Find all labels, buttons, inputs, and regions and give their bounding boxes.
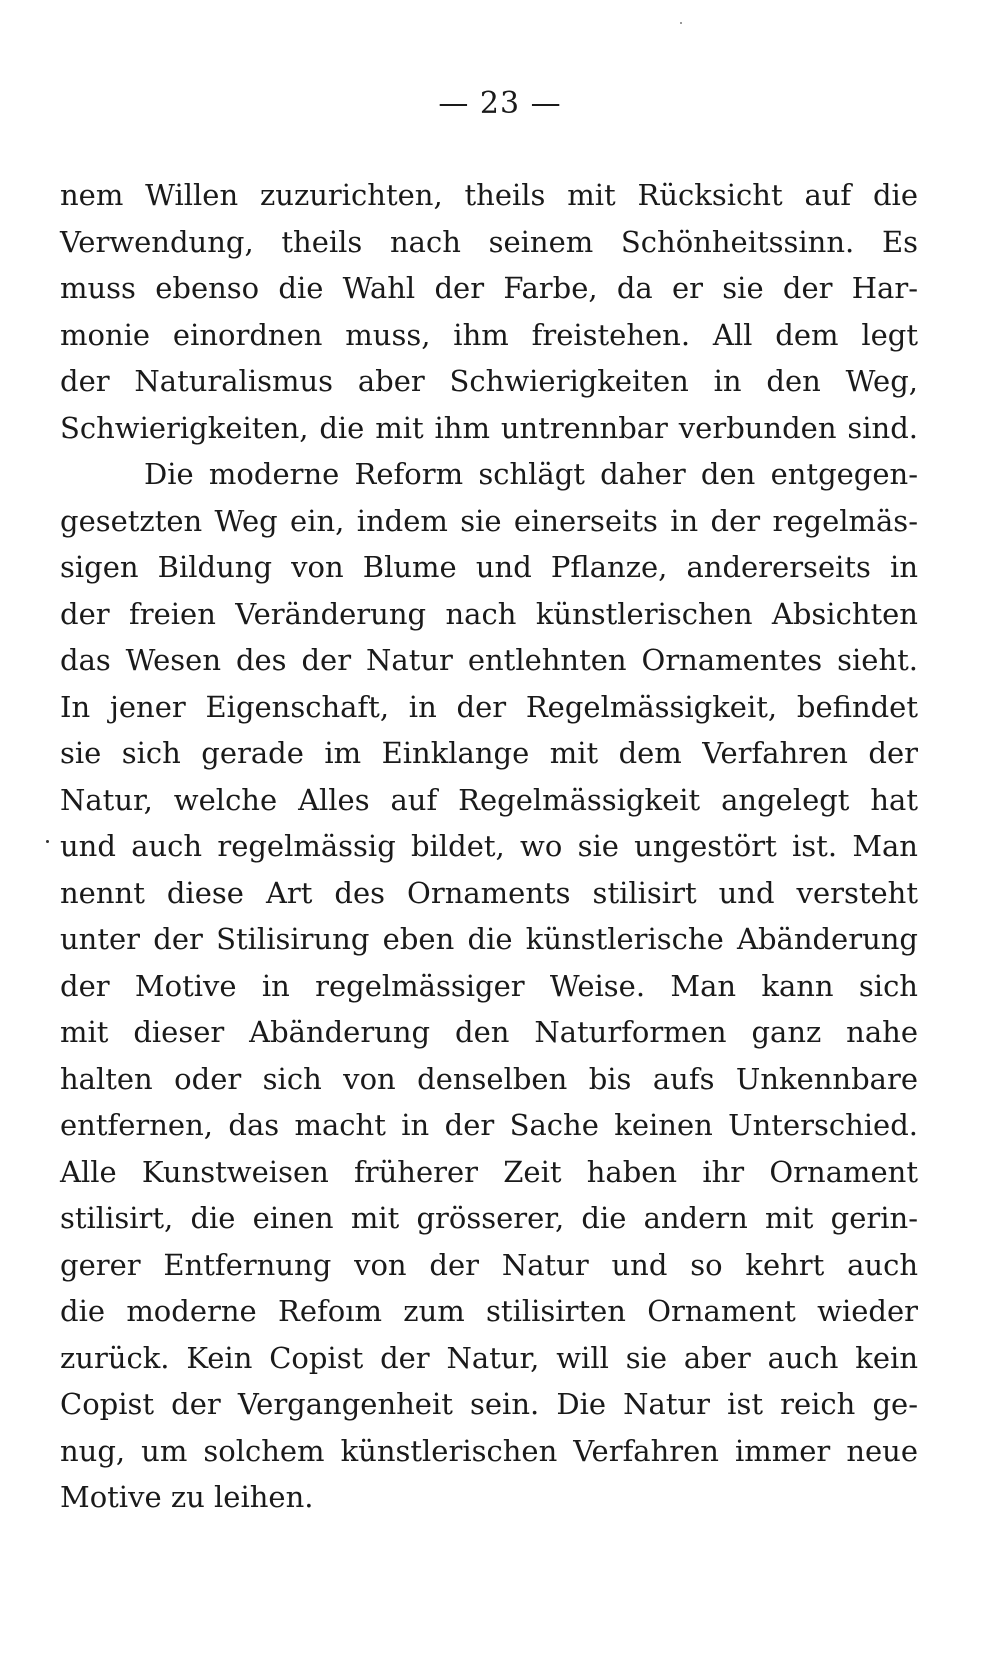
text-line: Copist der Vergangenheit sein. Die Natur ist reich ge-: [60, 1387, 918, 1421]
text-line: gerer Entfernung von der Natur und so kehrt auch: [60, 1247, 918, 1282]
text-line: zurück. Kein Copist der Natur, will sie aber auch kein: [60, 1340, 918, 1375]
text-line: Schwierigkeiten, die mit ihm untrennbar verbunden sind.: [60, 410, 918, 445]
text-line: und auch regelmässig bildet, wo sie ungestört ist. Man: [60, 829, 918, 863]
text-line: Verwendung, theils nach seinem Schönheitssinn. Es: [60, 224, 918, 259]
paper-speck: [680, 22, 682, 24]
text-line: halten oder sich von denselben bis aufs Unkennbare: [60, 1061, 918, 1096]
text-line: das Wesen des der Natur entlehnten Ornamentes sieht.: [60, 643, 918, 677]
text-line: nug, um solchem künstlerischen Verfahren immer neue: [60, 1433, 918, 1468]
body-text: [60, 172, 918, 1521]
text-line: stilisirt, die einen mit grösserer, die andern mit gerin-: [60, 1201, 918, 1235]
margin-mark: [46, 840, 49, 843]
paragraph-last-line: Motive zu leihen.: [60, 1480, 314, 1514]
text-line: entfernen, das macht in der Sache keinen Unterschied.: [60, 1108, 918, 1142]
text-line: sie sich gerade im Einklange mit dem Verfahren der: [60, 736, 918, 770]
page-number: — 23 —: [438, 86, 562, 121]
text-line: mit dieser Abänderung den Naturformen ganz nahe: [60, 1015, 918, 1049]
text-line: Natur, welche Alles auf Regelmässigkeit angelegt hat: [60, 782, 918, 817]
text-line: nem Willen zuzurichten, theils mit Rücksicht auf die: [60, 178, 918, 212]
text-line: der Naturalismus aber Schwierigkeiten in den Weg,: [60, 364, 918, 398]
paragraph-first-line: Die moderne Reform schlägt daher den entgegen-: [144, 457, 918, 491]
text-line: der Motive in regelmässiger Weise. Man kann sich: [60, 968, 918, 1003]
text-line: monie einordnen muss, ihm freistehen. All dem legt: [60, 317, 918, 352]
text-line: die moderne Refoım zum stilisirten Ornament wieder: [60, 1294, 918, 1328]
text-line: der freien Veränderung nach künstlerischen Absichten: [60, 596, 918, 631]
text-line: muss ebenso die Wahl der Farbe, da er sie der Har-: [60, 271, 918, 305]
text-line: Alle Kunstweisen früherer Zeit haben ihr Ornament: [60, 1154, 918, 1189]
text-line: In jener Eigenschaft, in der Regelmässigkeit, befindet: [60, 689, 918, 724]
text-line: nennt diese Art des Ornaments stilisirt und versteht: [60, 875, 918, 910]
text-line: unter der Stilisirung eben die künstlerische Abänderung: [60, 922, 918, 956]
text-line: gesetzten Weg ein, indem sie einerseits in der regelmäs-: [60, 503, 918, 538]
text-line: sigen Bildung von Blume und Pflanze, andererseits in: [60, 550, 918, 584]
